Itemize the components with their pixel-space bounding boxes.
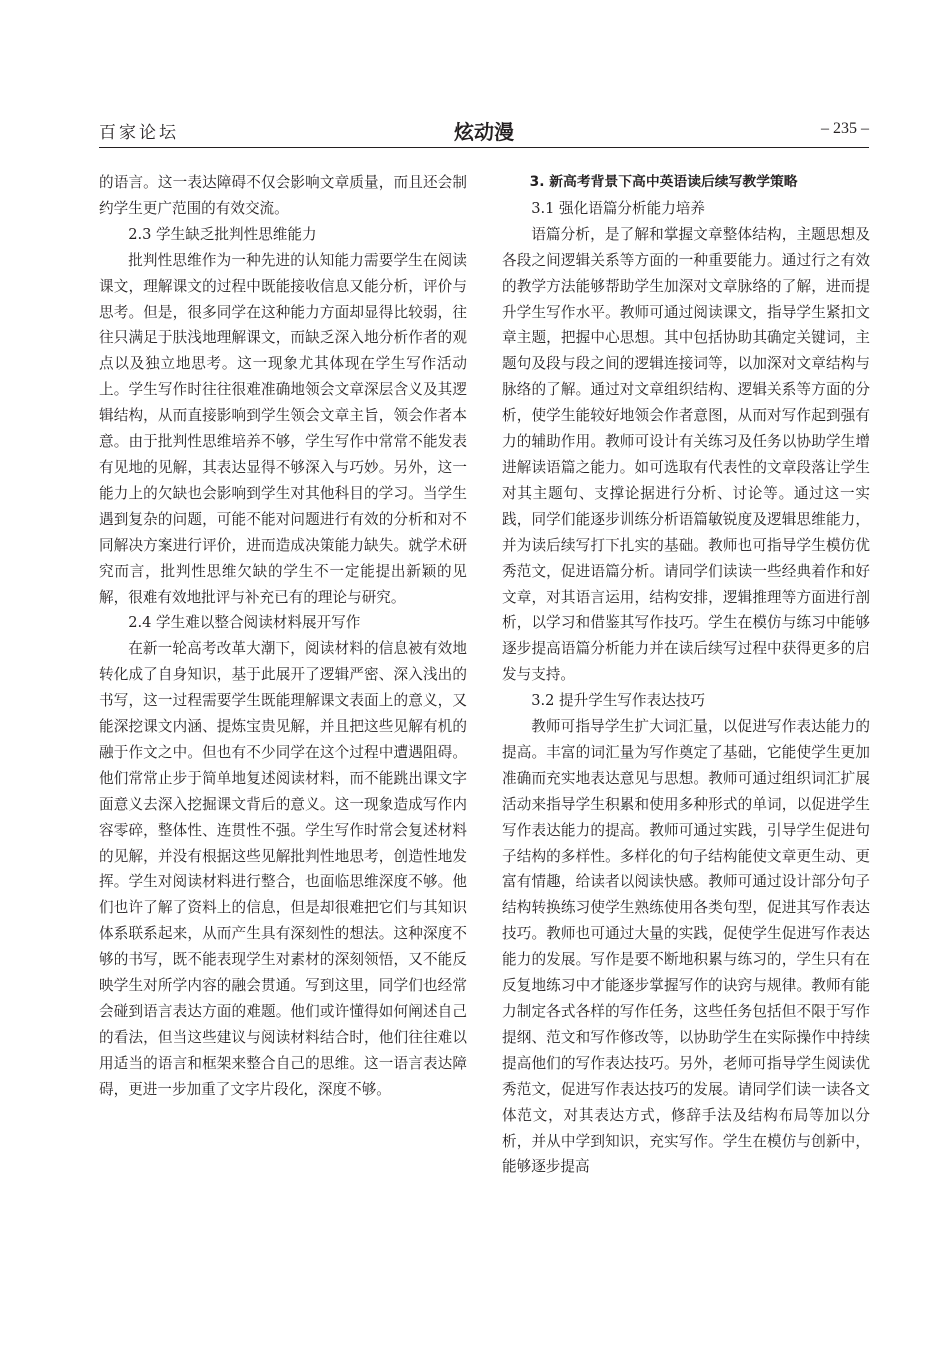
- paragraph-continuation: 的语言。这一表达障碍不仅会影响文章质量，而且还会制约学生更广范围的有效交流。: [99, 174, 467, 217]
- section-heading-2-3: 2.3 学生缺乏批判性思维能力: [128, 225, 317, 243]
- paragraph-3-1: 语篇分析，是了解和掌握文章整体结构，主题思想及各段之间逻辑关系等方面的一种重要能力。通过行之有效的教学方法能够帮助学生加深对文章脉络的了解，进而提升学生写作水平。教师可通过阅读课文，指导学生紧扣文章主题，把握中心思想。其中包括协助其确定关键词，主题句及段与段之间的逻辑连接词等，以加深对文章结构与脉络的了解。通过对文章组织结构、逻辑关系等方面的分析，使学生能较好地领会作者意图，从而对写作起到强有力的辅助作用。教师可设计有关练习及任务以协助学生增进解读语篇之能力。如可选取有代表性的文章段落让学生对其主题句、支撑论据进行分析、讨论等。通过这一实践，同学们能逐步训练分析语篇敏锐度及逻辑思维能力，并为读后续写打下扎实的基础。教师也可指导学生模仿优秀范文，促进语篇分析。请同学们读读一些经典着作和好文章，对其语言运用，结构安排，逻辑推理等方面进行剖析，以学习和借鉴其写作技巧。学生在模仿与练习中能够逐步提高语篇分析能力并在读后续写过程中获得更多的启发与支持。: [502, 225, 870, 684]
- left-column: [99, 170, 467, 1103]
- section-heading-2-4: 2.4 学生难以整合阅读材料展开写作: [128, 614, 361, 632]
- right-column: [502, 170, 870, 1180]
- page-number: – 235 –: [821, 120, 869, 137]
- page-header: [99, 112, 869, 148]
- section-heading-3-2: 3.2 提升学生写作表达技巧: [531, 692, 705, 710]
- journal-title: 炫动漫: [454, 120, 514, 144]
- header-divider: [99, 147, 869, 148]
- journal-section-title: 百家论坛: [99, 123, 179, 143]
- section-heading-3-1: 3.1 强化语篇分析能力培养: [531, 199, 705, 217]
- paragraph-3-2: 教师可指导学生扩大词汇量，以促进写作表达能力的提高。丰富的词汇量为写作奠定了基础，它能使学生更加准确而充实地表达意见与思想。教师可通过组织词汇扩展活动来指导学生积累和使用多种形式的单词，以促进学生写作表达能力的提高。教师可通过实践，引导学生促进句子结构的多样性。多样化的句子结构能使文章更生动、更富有情趣，给读者以阅读快感。教师可通过设计部分句子结构转换练习使学生熟练使用各类句型，促进其写作表达技巧。教师也可通过大量的实践，促使学生促进写作表达能力的发展。写作是要不断地积累与练习的，学生只有在反复地练习中才能逐步掌握写作的诀窍与规律。教师有能力制定各式各样的写作任务，这些任务包括但不限于写作提纲、范文和写作修改等，以协助学生在实际操作中持续提高他们的写作表达技巧。另外，老师可指导学生阅读优秀范文，促进写作表达技巧的发展。请同学们读一读各文体范文，对其表达方式，修辞手法及结构布局等加以分析，并从中学到知识，充实写作。学生在模仿与创新中，能够逐步提高: [502, 718, 870, 1176]
- paragraph-2-3: 批判性思维作为一种先进的认知能力需要学生在阅读课文，理解课文的过程中既能接收信息又能分析，评价与思考。但是，很多同学在这种能力方面却显得比较弱，往往只满足于肤浅地理解课文，而缺乏深入地分析作者的观点以及独立地思考。这一现象尤其体现在学生写作活动上。学生写作时往往很难准确地领会文章深层含义及其逻辑结构，从而直接影响到学生领会文章主旨，领会作者本意。由于批判性思维培养不够，学生写作中常常不能发表有见地的见解，其表达显得不够深入与巧妙。另外，这一能力上的欠缺也会影响到学生对其他科目的学习。当学生遇到复杂的问题，可能不能对问题进行有效的分析和对不同解决方案进行评价，进而造成决策能力缺失。就学术研究而言，批判性思维欠缺的学生不一定能提出新颖的见解，很难有效地批评与补充已有的理论与研究。: [99, 251, 467, 606]
- paragraph-2-4: 在新一轮高考改革大潮下，阅读材料的信息被有效地转化成了自身知识，基于此展开了逻辑严密、深入浅出的书写，这一过程需要学生既能理解课文表面上的意义，又能深挖课文内涵、提炼宝贵见解，并且把这些见解有机的融于作文之中。但也有不少同学在这个过程中遭遇阻碍。他们常常止步于简单地复述阅读材料，而不能跳出课文字面意义去深入挖掘课文背后的意义。这一现象造成写作内容零碎，整体性、连贯性不强。学生写作时常会复述材料的见解，并没有根据这些见解批判性地思考，创造性地发挥。学生对阅读材料进行整合，也面临思维深度不够。他们也许了解了资料上的信息，但是却很难把它们与其知识体系联系起来，从而产生具有深刻性的想法。这种深度不够的书写，既不能表现学生对素材的深刻领悟，又不能反映学生对所学内容的融会贯通。写到这里，同学们也经常会碰到语言表达方面的难题。他们或许懂得如何阐述自己的看法，但当这些建议与阅读材料结合时，他们往往难以用适当的语言和框架来整合自己的思维。这一语言表达障碍，更进一步加重了文字片段化，深度不够。: [99, 640, 467, 1098]
- section-heading-3: 3. 新高考背景下高中英语读后续写教学策略: [529, 174, 798, 190]
